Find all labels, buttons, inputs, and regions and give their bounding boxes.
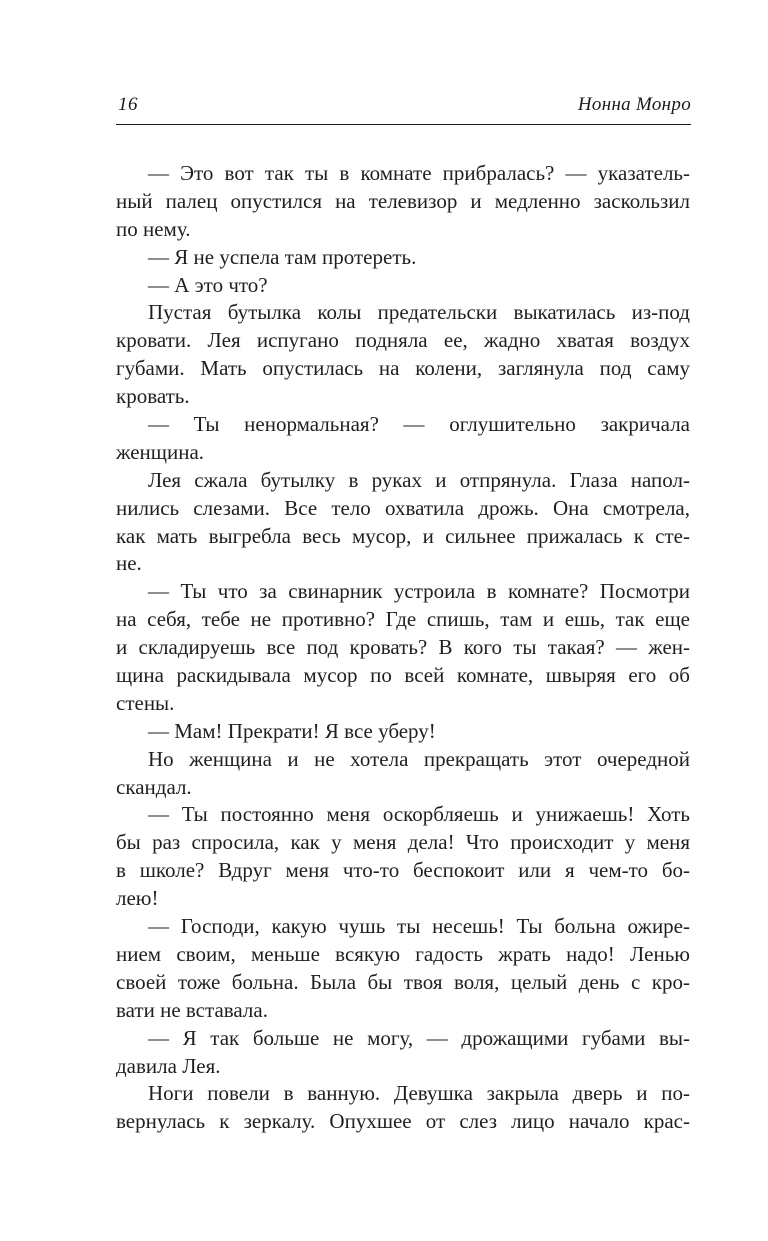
text-line: в школе? Вдруг меня что-то беспокоит или я чем-то бо- <box>116 858 690 883</box>
text-line: лею! <box>116 886 159 911</box>
text-line: — Это вот так ты в комнате прибралась? — указатель- <box>148 161 690 185</box>
text-line: кровать. <box>116 384 190 409</box>
text-line: вати не вставала. <box>116 997 268 1022</box>
text-line: губами. Мать опустилась на колени, заглянула под саму <box>116 356 690 381</box>
text-line: Пустая бутылка колы предательски выкатилась из-под <box>148 300 690 325</box>
text-line: — Я так больше не могу, — дрожащими губами вы- <box>148 1025 690 1050</box>
running-head-author: Нонна Монро <box>577 94 691 115</box>
text-line: — Я не успела там протереть. <box>148 244 417 269</box>
text-line: стены. <box>116 690 175 715</box>
text-line: Но женщина и не хотела прекращать этот очередной <box>148 746 690 771</box>
text-line: ный палец опустился на телевизор и медленно заскользил <box>116 188 690 213</box>
text-line: давила Лея. <box>116 1053 221 1078</box>
text-line: — А это что? <box>148 272 268 297</box>
text-line: скандал. <box>116 774 192 799</box>
text-line: Ноги повели в ванную. Девушка закрыла дверь и по- <box>148 1081 690 1106</box>
text-line: на себя, тебе не противно? Где спишь, там и ешь, так еще <box>116 607 690 632</box>
text-line: нием своим, меньше всякую гадость жрать надо! Ленью <box>116 941 690 966</box>
body-text <box>116 160 690 1136</box>
text-line: по нему. <box>116 216 191 241</box>
page-number: 16 <box>118 94 138 115</box>
text-line: — Ты ненормальная? — оглушительно закричала <box>148 412 690 437</box>
text-line: не. <box>116 551 142 576</box>
text-line: и складируешь все под кровать? В кого ты такая? — жен- <box>116 635 690 660</box>
text-line: — Ты что за свинарник устроила в комнате? Посмотри <box>148 579 690 604</box>
text-line: как мать выгребла весь мусор, и сильнее прижалась к сте- <box>116 523 690 548</box>
text-line: вернулась к зеркалу. Опухшее от слез лицо начало крас- <box>116 1109 690 1134</box>
text-line: своей тоже больна. Была бы твоя воля, целый день с кро- <box>116 969 690 994</box>
text-line: бы раз спросила, как у меня дела! Что происходит у меня <box>116 830 690 855</box>
page-header <box>116 94 691 125</box>
text-line: женщина. <box>116 439 205 464</box>
text-line: — Ты постоянно меня оскорбляешь и унижаешь! Хоть <box>148 802 690 827</box>
text-line: Лея сжала бутылку в руках и отпрянула. Глаза напол- <box>148 467 690 492</box>
text-line: — Господи, какую чушь ты несешь! Ты больна ожире- <box>148 914 690 939</box>
text-line: — Мам! Прекрати! Я все уберу! <box>148 718 436 743</box>
text-line: щина раскидывала мусор по всей комнате, швыряя его об <box>116 663 690 688</box>
text-line: нились слезами. Все тело охватила дрожь. Она смотрела, <box>116 495 690 520</box>
text-line: кровати. Лея испугано подняла ее, жадно хватая воздух <box>116 328 690 353</box>
